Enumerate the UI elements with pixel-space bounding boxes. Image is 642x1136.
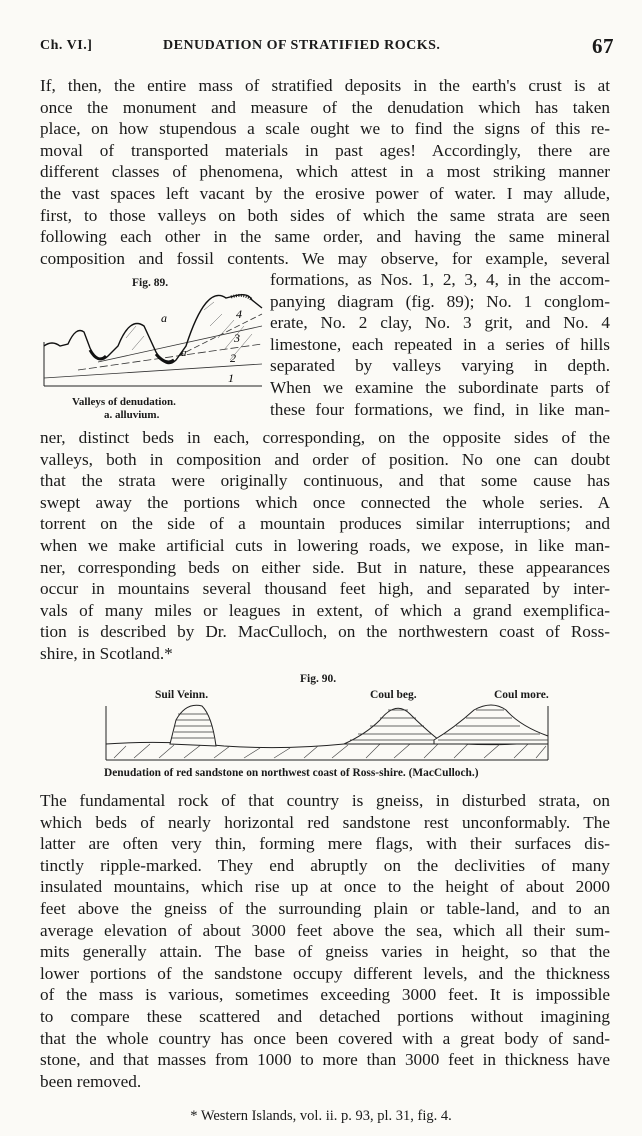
text-line: limestone, each repeated in a series of hills xyxy=(270,334,610,354)
running-header xyxy=(30,34,614,60)
paragraph-1 xyxy=(40,75,610,269)
footnote: * Western Islands, vol. ii. p. 93, pl. 31, fig. 4. xyxy=(190,1108,452,1124)
text-line: lower portions of the sandstone occupy different levels, and the thickness xyxy=(40,963,610,983)
text-line: vals of many miles or leagues in extent, of which a grand exemplifica- xyxy=(40,600,610,620)
text-line: different classes of phenomena, which attest in a most striking manner xyxy=(40,162,610,182)
chapter-label: Ch. VI.] xyxy=(40,38,93,53)
page-number: 67 xyxy=(592,34,614,58)
text-line: when we make artificial cuts in lowering roads, we expose, in like man- xyxy=(40,535,610,555)
text-line: panying diagram (fig. 89); No. 1 conglom- xyxy=(270,291,610,311)
text-line: which beds of nearly horizontal red sandstone rest unconformably. The xyxy=(40,812,610,832)
text-line: ner, distinct beds in each, corresponding, on the opposite sides of the xyxy=(40,428,610,447)
text-line: torrent on the side of a mountain produces similar interruptions; and xyxy=(40,514,610,534)
text-line: erate, No. 2 clay, No. 3 grit, and No. 4 xyxy=(270,313,610,333)
fig90-caption: Denudation of red sandstone on northwest coast of Ross-shire. (MacCulloch.) xyxy=(104,767,479,779)
text-line: formations, as Nos. 1, 2, 3, 4, in the accom- xyxy=(270,270,610,289)
text-line: mits generally attain. The base of gneiss varies in height, so that the xyxy=(40,942,610,962)
text-line: these four formations, we find, in like man- xyxy=(270,399,610,419)
text-line: tion is described by Dr. MacCulloch, on the northwestern coast of Ross- xyxy=(40,622,610,642)
text-line: of the mass is various, sometimes exceeding 3000 feet. It is impossible xyxy=(40,985,610,1005)
fig90-peak-suil-veinn: Suil Veinn. xyxy=(155,689,209,701)
fig89-caption-1: Valleys of denudation. xyxy=(72,396,176,408)
fig89-stratum-2: 2 xyxy=(230,351,236,365)
fig89-label: Fig. 89. xyxy=(132,277,169,289)
fig89-stratum-3: 3 xyxy=(234,331,240,345)
text-line: shire, in Scotland.* xyxy=(40,643,173,663)
fig89-stratum-4: 4 xyxy=(236,307,242,321)
text-line: occur in mountains several thousand feet high, and separated by inter- xyxy=(40,579,610,599)
text-line: composition and fossil contents. We may observe, for example, several xyxy=(40,248,610,268)
text-line: the vast spaces left vacant by the erosive power of water. I may allude, xyxy=(40,183,610,203)
text-line: following each other in the same order, and having the same mineral xyxy=(40,227,610,247)
text-line: swept away the portions which once connected the whole series. A xyxy=(40,492,610,512)
text-line: moval of transported materials in past ages! Accordingly, there are xyxy=(40,140,610,160)
fig89-stratum-1: 1 xyxy=(228,371,234,385)
text-line: separated by valleys varying in depth. xyxy=(270,356,610,376)
fig89-diagram xyxy=(38,286,268,396)
fig90-peak-coul-more: Coul more. xyxy=(494,689,549,701)
text-line: that the strata were originally continuous, and that some cause has xyxy=(40,471,610,491)
text-line: average elevation of about 3000 feet above the sea, which all their sum- xyxy=(40,920,610,940)
text-line: that the whole country has once been covered with a great body of sand- xyxy=(40,1028,610,1048)
fig89-letter-a: a xyxy=(161,311,167,325)
text-line: to compare these scattered and detached portions without imagining xyxy=(40,1006,610,1026)
text-line: once the monument and measure of the denudation which has taken xyxy=(40,97,610,117)
text-line: been removed. xyxy=(40,1071,142,1091)
fig89-letter-a-valley: a xyxy=(181,347,187,359)
text-line: When we examine the subordinate parts of xyxy=(270,377,610,397)
text-line: stone, and that masses from 1000 to more than 3000 feet in thickness have xyxy=(40,1050,610,1070)
text-line: tinctly ripple-marked. They end abruptly on the declivities of many xyxy=(40,855,610,875)
text-line: first, to those valleys on both sides of which the same strata are seen xyxy=(40,205,610,225)
paragraph-1-wrap xyxy=(270,269,610,420)
text-line: valleys, both in composition and order of position. No one can doubt xyxy=(40,449,610,469)
fig90-label: Fig. 90. xyxy=(300,673,337,685)
text-line: The fundamental rock of that country is gneiss, in disturbed strata, on xyxy=(40,791,610,810)
text-line: insulated mountains, which rise up at once to the height of about 2000 xyxy=(40,877,610,897)
fig90-diagram xyxy=(104,700,550,766)
text-line: ner, corresponding beds on either side. But in nature, these appearances xyxy=(40,557,610,577)
text-line: latter are often very thin, forming mere flags, with their surfaces dis- xyxy=(40,834,610,854)
text-line: If, then, the entire mass of stratified deposits in the earth's crust is at xyxy=(40,76,610,95)
fig89-caption-2: a. alluvium. xyxy=(104,409,160,421)
paragraph-1-continued xyxy=(40,427,610,665)
text-line: place, on how stupendous a scale ought we to find the signs of this re- xyxy=(40,119,610,139)
text-line: feet above the gneiss of the surrounding plain or table-land, and to an xyxy=(40,898,610,918)
paragraph-2 xyxy=(40,790,610,1092)
running-title: DENUDATION OF STRATIFIED ROCKS. xyxy=(163,38,441,53)
fig90-peak-coul-beg: Coul beg. xyxy=(370,689,417,701)
